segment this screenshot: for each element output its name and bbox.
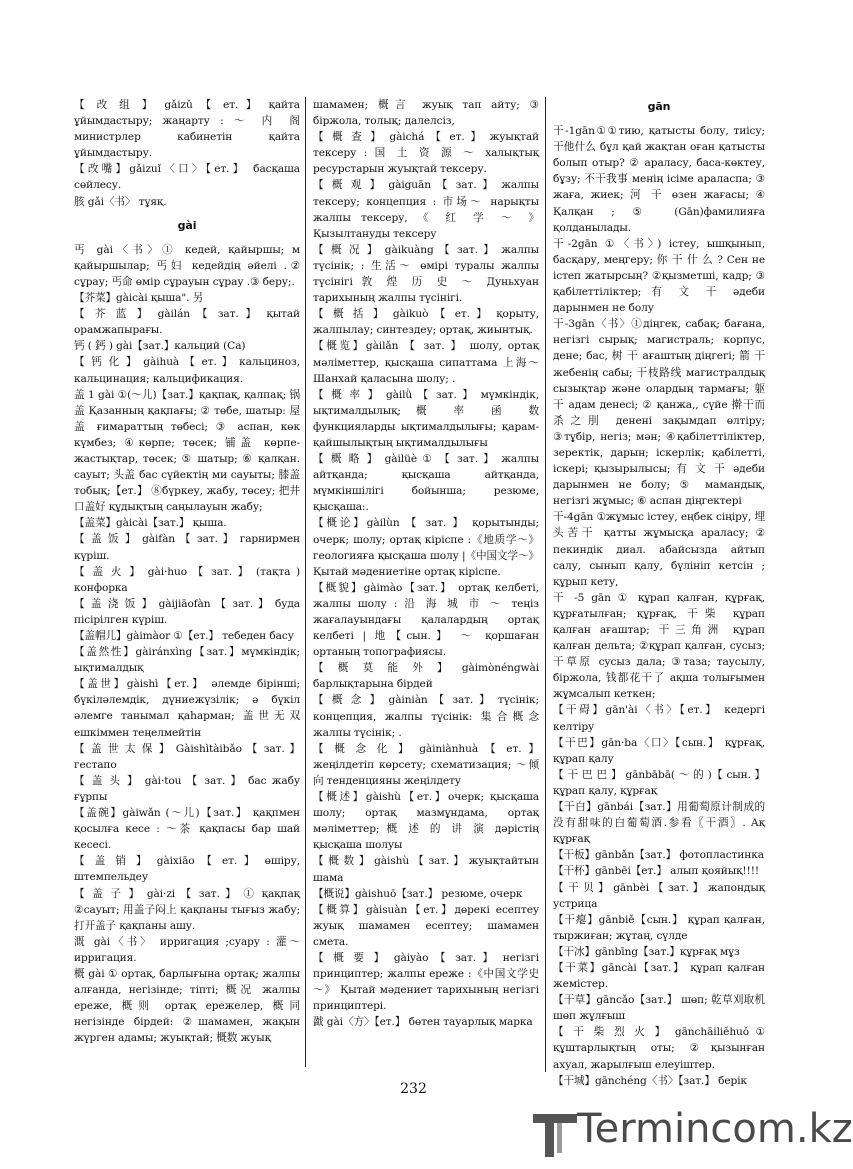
dictionary-entry: 干-3gān〈书〉①діңгек, сабақ; бағана, негізгі сырық; магистраль; корпус, дене; бас, 树 干 ағаштың діңгегі; 箭 干 жебенің сабы; 干枝路线 магистралдық сызықтар және олардың тармағы; 躯干 адам денесі; ② қанжа,, сүйе 擀干而杀之刖 денені зақымдап өлтіру; ③тұбір, негіз; мән; ④қабілеттіліктер, зеректік, дарын; іскерлік; қабілетті, іскері; қызырылысы; 有 文 干 әдеби дарынмен не болу; ⑤ мамандық, негізгі жұмыс; ⑥ аспан діңгектері xyxy=(553,318,765,508)
dictionary-entry: 【概览】gàilǎn 【 зат. 】 шолу, ортақ мәліметтер, қысқаша сипаттама 上海～ Шанхай қаласына шолу; . xyxy=(313,340,539,385)
dictionary-entry: 干-2gān ①〈书〉) істеу, ышқынып, басқару, меңгеру; 你 干 什 么 ? Сен не істеп жатырсың? ②қызметші, кадр; ③ қабілеттіліктер; 有 文 干 әдеби дарынмен не болу xyxy=(553,237,765,315)
termincom-logo xyxy=(527,1100,853,1160)
dictionary-entry: 【 盖 饭 】 gàifàn 【 зат. 】 гарнирмен күріш. xyxy=(74,533,300,562)
dictionary-entry: 【 概 率 】 gàilǜ 【 зат. 】 мүмкіндік, ықтималдылық; 概 率 函 数 функцияларды ықтималдылығы; қарам-қайшылықтың ықтималдылығы xyxy=(313,388,539,449)
dictionary-entry: 【干冰】gānbīng【зат.】құрғақ мұз xyxy=(553,945,740,958)
dictionary-entry: 【 概 括 】 gàikuò 【 ет. 】 қорыту, жалпылау; синтездеу; ортақ, жиынтық. xyxy=(313,308,539,337)
dictionary-entry: 盖 1 gài ①(～儿)【зат.】қақпақ, қалпақ; 锅盖 Қазанның қақпағы; ② төбе, шатыр: 屋盖 ғимараттың төбесі; ③ аспан, көк күмбез; ④көрпе; төсек; 铺盖 көрпе-жастықтар, төсек; ⑤ шатыр; ⑥ қалқан. сауыт; 头盖 бас сүйектің ми сауыты; 膝盖 тобық;【ет.】 ⑧бүркеу, жабу, төсеу; 把井口盖好 құдықтың саңылауын жабу; xyxy=(74,388,300,514)
dictionary-entry: 【概说】gàishuō【зат.】 резюме, очерк xyxy=(313,887,523,900)
page-number: 232 xyxy=(400,1081,427,1097)
dictionary-entry: 概 gài ① ортақ, барлығына ортақ; жалпы алғанда, негізінде; тіпті; 概况 жалпы ереже, 概则 ортақ ережелер, 概同 негізінде бірдей: ②шамамен, жақын жүрген адамы; жуықтай; 概数 жуық xyxy=(74,967,300,1045)
dictionary-entry: 【干瘪】gānbiě【сын.】 құрап қалған, тыржиған; жұтаң, сүлде xyxy=(553,913,765,942)
dictionary-entry: 【 概 念 化 】 gàiniànhuà 【 ет. 】 жеңілдетіп көрсету; схематизация; ～倾向 тенденцияны жеңілдету xyxy=(313,742,539,787)
dictionary-entry: 【盖菜】gàicài【зат.】 қыша. xyxy=(74,517,227,530)
dictionary-entry: 【盖帽儿】gàimàor ①【ет.】 тебеден басу xyxy=(74,630,294,642)
dictionary-entry: 【 干 巴 巴 】 gānbābā( ～ 的 )【 сын. 】 құрап қалу, құрғақ xyxy=(553,768,765,797)
dictionary-entry: 【 概 况 】 gàikuàng 【 зат. 】 жалпы түсінік; : 生活～ өмірі туралы жалпы түсінігі 敦 煌 历 史 ～ Дуньхуан тарихының жалпы түсінігі. xyxy=(313,243,539,305)
dictionary-entry: 【 概 莫 能 外 】 gàimònéngwài барлықтарына бірдей xyxy=(313,662,539,691)
column-divider xyxy=(545,97,546,1072)
dictionary-entry: 【干板】gānbǎn【зат.】 фотопластинка xyxy=(553,849,764,862)
dictionary-entry: 【 干 贝 】 gānbèi 【 зат. 】 жапондық устрица xyxy=(553,881,765,910)
dictionary-entry: 【 概 要 】 gàiyào 【 зат. 】 негізгі принциптер; жалпы ереже :《中国文学史～》 Қытай мəдениет тарихының негізгі принциптері. xyxy=(313,951,539,1013)
dictionary-column-left xyxy=(74,97,300,1077)
dictionary-entry: 【 概 查 】 gàichá 【 ет. 】 жуықтай тексеру : 国 土 资 源 ～ халықтық ресурстарын жуықтай тексеру. xyxy=(313,131,539,176)
dictionary-entry: 丐 gài〈书〉① кедей, қайыршы; м қайыршылар; 丐妇 кедейдің әйелі .② сұрау; 丐命 өмір сұрауын сұрау .③ беру;. xyxy=(74,243,300,288)
dictionary-entry: 钙 ( 鈣 ) gài【зат.】кальций (Ca) xyxy=(74,340,246,353)
dictionary-entry: 【干菜】gāncài【зат.】 құрап қалған жемістер. xyxy=(553,961,765,991)
dictionary-entry: 【 概 观 】 gàiguān 【 зат. 】 жалпы тексеру; концепция : 市场～ нарықты жалпы тексеру, 《 红 学 ～ 》 Қызылтануды тексеру xyxy=(313,179,539,240)
dictionary-entry: 【干白】gānbái【зат.】用葡萄原计制成的没有甜味的白葡萄酒.参看〖干酒〗. Ақ құрғақ xyxy=(553,801,765,846)
dictionary-entry: 干-1gān①①тию, қатысты болу, тиісу; 干他什么 бұл қай жақтан оған қатысты болып отыр? ② араласу, баса-көктеу, бұзу; 不干我事 менің ісіме араласпа; ③ жаға, жиек; 河 干 өзен жағасы; ④ Қалқан ; ⑤ (Gān)фамилияға қолданылады. xyxy=(553,125,765,234)
dictionary-entry: 干-4gān ①жұмыс істеу, еңбек сіңіру, 埋头苦干 қатты жұмысқа араласу; ② пекиндік диал. абайсызда айтып салу, сынып қалу, бүлініп кетсін ; құрып кету, xyxy=(553,511,765,588)
dictionary-entry: 【 盖 头 】 gài·tou 【 зат. 】 бас жабу ғұрпы xyxy=(74,774,300,803)
column-divider xyxy=(305,97,306,1067)
dictionary-entry: шамамен; 概言 жуық тап айту; ③ біржола, толық; далелсіз, xyxy=(313,99,539,128)
dictionary-entry: 戤 gài〈方〉【ет.】 бөтен тауарлық марка xyxy=(313,1016,533,1029)
dictionary-entry: 【 盖 子 】 gài·zi 【 зат. 】 ① қақпақ ②сауыт; 用盖子闷上 қақпаны тығыз жабу; 打开盖子 қақпаны ашу. xyxy=(74,887,300,932)
dictionary-entry: 【 盖 火 】 gài·huo 【 зат. 】 (тақта ) конфорка xyxy=(74,565,300,594)
dictionary-entry: 【 概 念 】 gàiniàn 【 зат. 】 түсінік; концепция, жалпы түсінік: 集合概念 жалпы түсінік; . xyxy=(313,694,539,739)
dictionary-entry: 胲 gǎi〈书〉 тұяқ. xyxy=(74,195,167,208)
dictionary-entry: 【 干 柴 烈 火 】 gānchāiliěhuǒ ① құштарлықтың оты; ②қызынған ахуал, жарылғыш елеуіштер. xyxy=(553,1026,765,1071)
dictionary-entry: 【改嘴】gǎizuǐ〈口〉【ет.】 басқаша сөйлесу. xyxy=(74,163,300,192)
section-heading-gai: gài xyxy=(177,218,197,232)
section-heading-gan: gān xyxy=(647,100,671,113)
dictionary-entry: 【概论】gàilùn 【 зат. 】 қорытынды; очерк; шолу; ортақ кіріспе :《地质学～》 геологияға қысқаша шолу |《中国文学～》 Қытай мəдениетіне ортақ кіріспе. xyxy=(313,517,539,578)
dictionary-entry: 【干草】gāncǎo【зат.】 шөп; 乾草刈取机 шөп жұлғыш xyxy=(553,994,765,1023)
dictionary-entry: 【芥菜】gàicài қыша". 另 xyxy=(74,292,204,305)
dictionary-entry: 【概算】gàisuàn【ет.】дөрекі есептеу жуық шамамен есептеу; шамамен смета. xyxy=(313,903,539,948)
dictionary-entry: 【 芥 蓝 】 gàilán 【 зат. 】 қытай орамжапырағы. xyxy=(74,308,300,337)
dictionary-entry: 【 概 数 】 gàishù 【 зат. 】 жуықтайтын шама xyxy=(313,855,539,884)
dictionary-entry: 【干杯】gānbēi【ет.】 алып қояйық!!!! xyxy=(553,865,760,878)
dictionary-entry: 【 概 略 】 gàilüè ① 【 зат. 】 жалпы айтқанда; қысқаша айтқанда, мүмкіншілігі бойынша; резюме, қысқаша:. xyxy=(313,453,539,514)
dictionary-entry: 【 钙 化 】 gàihuà 【 ет. 】 кальциноз, кальцинация; кальцификация. xyxy=(74,356,300,385)
dictionary-entry: 【盖碗】gàiwǎn (～儿)【зат.】 қақпмен қосылға кесе : ～茶 қақпасы бар шай кесесі. xyxy=(74,807,300,852)
dictionary-entry: 【概述】gàishù【ет.】очерк; қысқаша шолу; ортақ мазмұндама, ортақ мәліметтер; 概 述 的 讲 演 дәрістің қысқаша шолуы xyxy=(313,791,539,852)
dictionary-column-middle xyxy=(313,97,539,1037)
dictionary-entry: 【 改 组 】 gǎizǔ 【 ет. 】 қайта ұйымдастыру; жаңарту : ～ 内 阁 министрлер кабинетін қайта ұйымдастыру. xyxy=(74,99,300,160)
logo-text: Termincom.kz xyxy=(577,1106,853,1152)
dictionary-column-right xyxy=(553,97,765,1087)
dictionary-entry: 【盖然性】gàiránxìng【зат.】мүмкіндік; ықтималдық xyxy=(74,646,300,675)
dictionary-entry: 【 盖 销 】 gàixiāo 【 ет. 】 өшіру, штемпельдеу xyxy=(74,855,300,884)
dictionary-entry: 【干巴】gān·ba〈口〉【сын.】 құрғақ, құрап қалу xyxy=(553,736,765,765)
dictionary-entry: 干 -5 gān ① құрап қалған, құрғақ, құрғатылған; құрғақ, 干柴 құрап қалған ағаштар; 干三角洲 құрап қалған дельта; ②құрап қалған, сусыз; 干草原 сусыз дала; ③таза; таусылу, біржола, 钱都花干了 ақша толығымен жұмсалып кеткен; xyxy=(553,591,765,701)
dictionary-entry: 溉 gài〈书〉 ирригация ;суару : 灌～ ирригация. xyxy=(74,935,300,964)
dictionary-entry: 【干碍】gān'ài〈书〉【ет.】 кедергі келтіру xyxy=(553,704,765,733)
dictionary-entry: 【盖世】gàishì【ет.】 әлемде бірінші; бүкілəлемдік, дүниежүзілік; ә бүкіл әлемге танымал қаһарман; 盖世无双 ешкіммен теңелмейтін xyxy=(74,678,300,739)
dictionary-entry: 【 盖 世 太 保 】 Gàishìtàibǎo 【 зат. 】 гестапо xyxy=(74,742,300,771)
dictionary-entry: 【 盖 浇 饭 】 gàijiāofàn 【 зат. 】 буда пісірілген күріш. xyxy=(74,597,300,626)
dictionary-entry: 【概貌】gàimào【зат.】 ортақ келбеті, жалпы шолу : 沿 海 城 市 ～ теңіз жағалауындағы қалалардың ортақ келбеті | 地【сын.】 ～ қоршаған ортаның топографиясы. xyxy=(313,581,539,659)
dictionary-entry: 【干城】gānchéng〈书〉【зат.】 берік xyxy=(553,1074,748,1087)
